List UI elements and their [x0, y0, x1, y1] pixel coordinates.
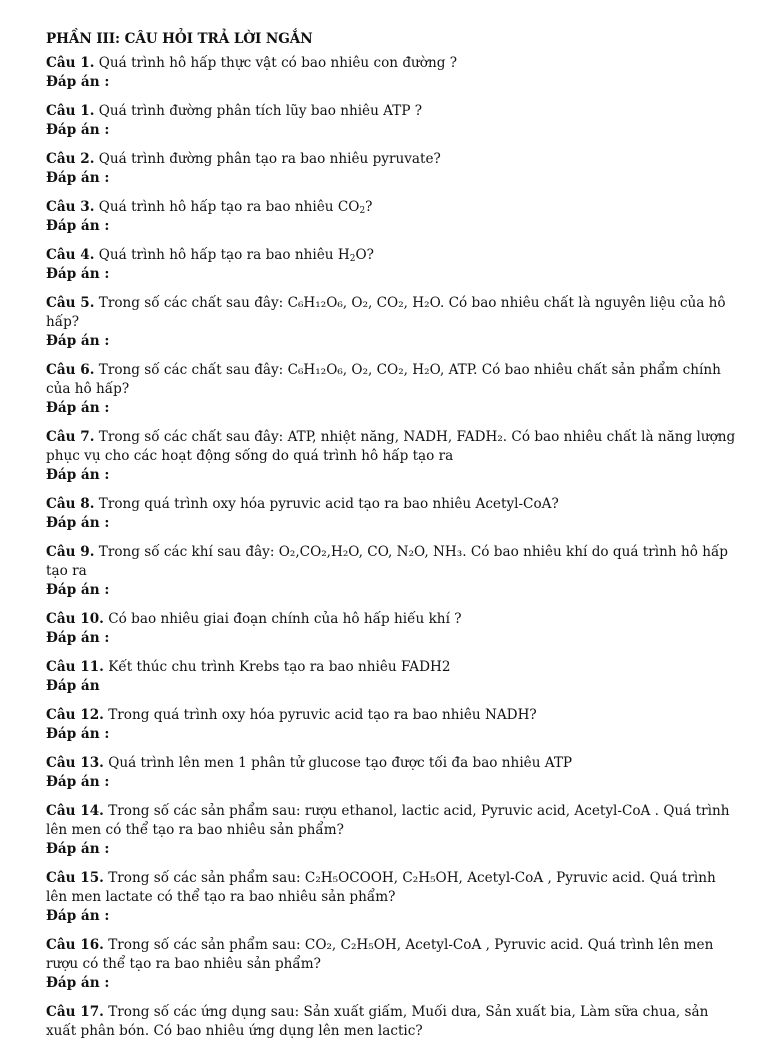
- answer-label: Đáp án :: [46, 515, 110, 531]
- question-block: [46, 658, 738, 696]
- question-block: [46, 102, 738, 140]
- question-text: Câu 8. Trong quá trình oxy hóa pyruvic acid tạo ra bao nhiêu Acetyl-CoA?: [46, 496, 559, 512]
- question-block: [46, 150, 738, 188]
- question-text: Câu 7. Trong số các chất sau đây: ATP, nhiệt năng, NADH, FADH₂. Có bao nhiêu chất là năng lượng phục vụ cho các hoạt động sống do quá trình hô hấp tạo ra: [46, 429, 736, 464]
- question-text: Câu 1. Quá trình đường phân tích lũy bao nhiêu ATP ?: [46, 103, 423, 119]
- question-label: Câu 7.: [46, 429, 95, 445]
- answer-label: Đáp án :: [46, 400, 110, 416]
- question-block: [46, 706, 738, 744]
- question-block: [46, 610, 738, 648]
- question-text: Câu 10. Có bao nhiêu giai đoạn chính của hô hấp hiếu khí ?: [46, 611, 462, 627]
- question-text: Câu 14. Trong số các sản phẩm sau: rượu ethanol, lactic acid, Pyruvic acid, Acetyl-CoA . Quá trình lên men có thể tạo ra bao nhiêu sản phẩm?: [46, 803, 730, 838]
- question-block: [46, 802, 738, 859]
- answer-label: Đáp án :: [46, 975, 110, 991]
- question-text: Câu 1. Quá trình hô hấp thực vật có bao nhiêu con đường ?: [46, 55, 458, 71]
- question-text: Câu 9. Trong số các khí sau đây: O₂,CO₂,H₂O, CO, N₂O, NH₃. Có bao nhiêu khí do quá trình hô hấp tạo ra: [46, 544, 728, 579]
- answer-label: Đáp án :: [46, 74, 110, 90]
- question-label: Câu 10.: [46, 611, 104, 627]
- question-block: [46, 54, 738, 92]
- question-block: [46, 495, 738, 533]
- question-label: Câu 3.: [46, 199, 95, 215]
- question-text: Câu 13. Quá trình lên men 1 phân tử glucose tạo được tối đa bao nhiêu ATP: [46, 755, 573, 771]
- question-label: Câu 2.: [46, 151, 95, 167]
- question-block: [46, 198, 738, 236]
- answer-label: Đáp án: [46, 678, 100, 694]
- question-text: Câu 16. Trong số các sản phẩm sau: CO₂, C₂H₅OH, Acetyl-CoA , Pyruvic acid. Quá trình lên men rượu có thể tạo ra bao nhiêu sản phẩm?: [46, 937, 714, 972]
- question-label: Câu 15.: [46, 870, 104, 886]
- answer-label: Đáp án :: [46, 630, 110, 646]
- question-block: [46, 1003, 738, 1041]
- question-label: Câu 4.: [46, 247, 95, 263]
- question-label: Câu 5.: [46, 295, 95, 311]
- question-label: Câu 16.: [46, 937, 104, 953]
- answer-label: Đáp án :: [46, 333, 110, 349]
- question-text: Câu 17. Trong số các ứng dụng sau: Sản xuất giấm, Muối dưa, Sản xuất bia, Làm sữa chua, sản xuất phân bón. Có bao nhiêu ứng dụng lên men lactic?: [46, 1004, 709, 1039]
- question-label: Câu 11.: [46, 659, 104, 675]
- question-text: Câu 4. Quá trình hô hấp tạo ra bao nhiêu $H_2O$?: [46, 247, 374, 264]
- question-block: [46, 543, 738, 600]
- answer-label: Đáp án :: [46, 726, 110, 742]
- question-label: Câu 17.: [46, 1004, 104, 1020]
- question-block: [46, 936, 738, 993]
- question-block: [46, 754, 738, 792]
- question-label: Câu 12.: [46, 707, 104, 723]
- question-text: Câu 3. Quá trình hô hấp tạo ra bao nhiêu $CO_2$?: [46, 199, 373, 216]
- question-label: Câu 8.: [46, 496, 95, 512]
- answer-label: Đáp án :: [46, 122, 110, 138]
- question-label: Câu 6.: [46, 362, 95, 378]
- question-text: Câu 6. Trong số các chất sau đây: C₆H₁₂O₆, O₂, CO₂, H₂O, ATP. Có bao nhiêu chất sản phẩm chính của hô hấp?: [46, 362, 721, 397]
- question-block: [46, 294, 738, 351]
- question-label: Câu 9.: [46, 544, 95, 560]
- question-text: Câu 5. Trong số các chất sau đây: C₆H₁₂O₆, O₂, CO₂, H₂O. Có bao nhiêu chất là nguyên liệu của hô hấp?: [46, 295, 726, 330]
- section-title: PHẦN III: CÂU HỎI TRẢ LỜI NGẮN: [46, 31, 313, 47]
- question-block: [46, 361, 738, 418]
- question-text: Câu 2. Quá trình đường phân tạo ra bao nhiêu pyruvate?: [46, 151, 441, 167]
- answer-label: Đáp án :: [46, 774, 110, 790]
- question-block: [46, 428, 738, 485]
- answer-label: Đáp án :: [46, 908, 110, 924]
- question-label: Câu 13.: [46, 755, 104, 771]
- question-text: Câu 15. Trong số các sản phẩm sau: C₂H₅OCOOH, C₂H₅OH, Acetyl-CoA , Pyruvic acid. Quá trình lên men lactate có thể tạo ra bao nhiêu sản phẩm?: [46, 870, 716, 905]
- question-text: Câu 12. Trong quá trình oxy hóa pyruvic acid tạo ra bao nhiêu NADH?: [46, 707, 537, 723]
- answer-label: Đáp án :: [46, 218, 110, 234]
- answer-label: Đáp án :: [46, 467, 110, 483]
- question-text: Câu 11. Kết thúc chu trình Krebs tạo ra bao nhiêu FADH2: [46, 659, 451, 675]
- answer-label: Đáp án :: [46, 582, 110, 598]
- answer-label: Đáp án :: [46, 170, 110, 186]
- question-block: [46, 869, 738, 926]
- question-label: Câu 14.: [46, 803, 104, 819]
- question-block: [46, 246, 738, 284]
- answer-label: Đáp án :: [46, 266, 110, 282]
- question-label: Câu 1.: [46, 103, 95, 119]
- answer-label: Đáp án :: [46, 841, 110, 857]
- question-label: Câu 1.: [46, 55, 95, 71]
